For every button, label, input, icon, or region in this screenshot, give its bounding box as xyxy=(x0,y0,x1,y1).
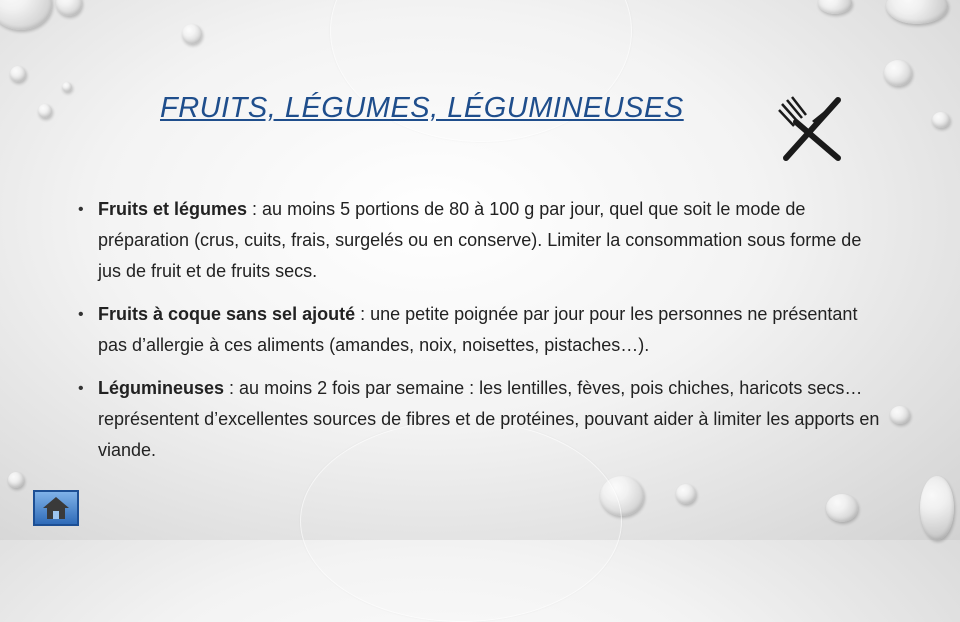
water-drop-decoration xyxy=(38,104,52,118)
home-button[interactable] xyxy=(33,490,79,526)
bullet-heading: Fruits à coque sans sel ajouté xyxy=(98,304,356,324)
bullet-fruits-legumes xyxy=(78,194,888,287)
water-drop-decoration xyxy=(182,24,202,44)
water-drop-decoration xyxy=(826,494,858,522)
water-drop-decoration xyxy=(62,82,72,92)
bullet-text: : une petite poignée par jour pour les personnes ne présentant pas d’allergie à ces aliments (amandes, noix, noisettes, pistaches…). xyxy=(98,304,858,355)
water-drop-decoration xyxy=(676,484,696,504)
bullet-list xyxy=(78,194,888,478)
water-drop-decoration xyxy=(56,0,82,16)
water-drop-decoration xyxy=(884,60,912,86)
bullet-legumineuses xyxy=(78,373,888,466)
water-drop-decoration xyxy=(818,0,852,14)
water-drop-decoration xyxy=(890,406,910,424)
water-drop-decoration xyxy=(8,472,24,488)
home-icon xyxy=(41,495,71,521)
water-drop-decoration xyxy=(886,0,948,24)
fork-knife-icon xyxy=(778,96,844,162)
bullet-heading: Légumineuses xyxy=(98,378,225,398)
slide-title: FRUITS, LÉGUMES, LÉGUMINEUSES xyxy=(160,92,684,124)
bullet-fruits-coque xyxy=(78,299,888,361)
bullet-heading: Fruits et légumes xyxy=(98,199,248,219)
water-drop-decoration xyxy=(0,0,52,30)
water-drop-decoration xyxy=(932,112,950,128)
water-drop-decoration xyxy=(10,66,26,82)
bullet-text: : au moins 2 fois par semaine : les lentilles, fèves, pois chiches, haricots secs… représentent d’excellentes sources de fibres et de protéines, pouvant aider à limiter les apports en viande. xyxy=(98,378,880,460)
water-drop-decoration xyxy=(920,476,954,540)
bullet-text: : au moins 5 portions de 80 à 100 g par jour, quel que soit le mode de préparation (crus, cuits, frais, surgelés ou en conserve). Limiter la consommation sous forme de jus de fruit et de fruits secs. xyxy=(98,199,862,281)
